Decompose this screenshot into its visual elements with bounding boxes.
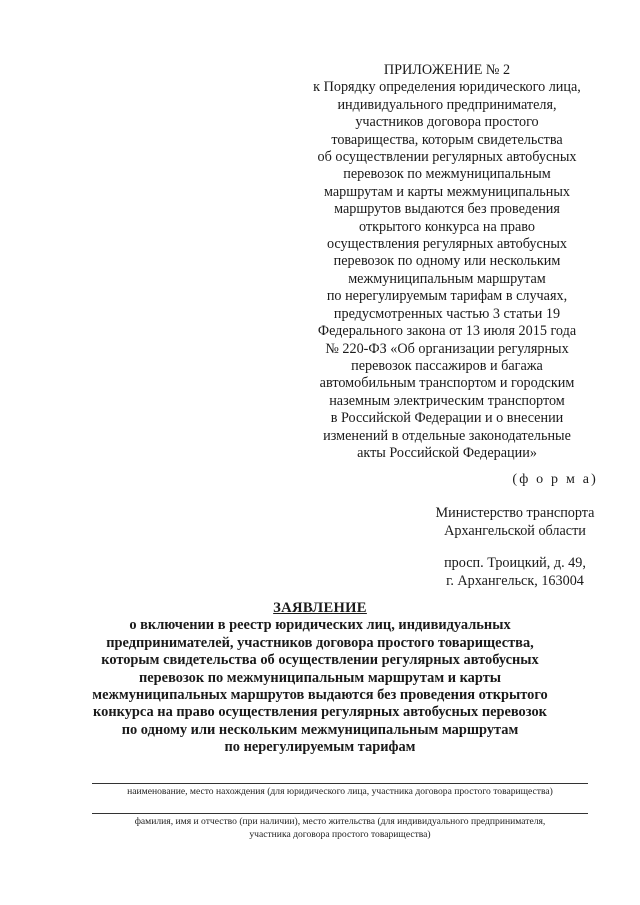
annex-line: перевозок пассажиров и багажа xyxy=(351,357,543,374)
statement-subtitle-line: конкурса на право осуществления регулярных автобусных перевозок xyxy=(93,704,547,721)
annex-line: № 220-ФЗ «Об организации регулярных xyxy=(325,340,569,357)
annex-line: изменений в отдельные законодательные xyxy=(323,427,571,444)
statement-subtitle-line: по нерегулируемым тарифам xyxy=(224,739,416,756)
annex-line: в Российской Федерации и о внесении xyxy=(330,410,564,427)
annex-line: индивидуального предпринимателя, xyxy=(337,96,557,113)
entrepreneur-name-fill-line[interactable] xyxy=(92,813,588,814)
annex-line: Федерального закона от 13 июля 2015 года xyxy=(317,323,577,340)
annex-title: ПРИЛОЖЕНИЕ № 2 xyxy=(383,62,511,78)
spacer xyxy=(400,540,630,554)
addressee-address-line: просп. Троицкий, д. 49, xyxy=(444,555,586,571)
statement-subtitle-line: по одному или нескольким межмуниципальным маршрутам xyxy=(121,721,519,738)
annex-line: участников договора простого xyxy=(355,114,539,131)
annex-line: к Порядку определения юридического лица, xyxy=(313,79,581,96)
annex-line: предусмотренных частью 3 статьи 19 xyxy=(333,305,561,322)
statement-subtitle-line: предпринимателей, участников договора простого товарищества, xyxy=(106,634,534,651)
applicant-name-caption xyxy=(92,786,588,799)
statement-title: ЗАЯВЛЕНИЕ xyxy=(273,600,367,616)
caption-line: участника договора простого товарищества) xyxy=(249,828,431,840)
addressee-org-line: Министерство транспорта xyxy=(435,505,595,521)
annex-line: маршрутов выдаются без проведения xyxy=(334,201,560,218)
statement-subtitle-line: которым свидетельства об осуществлении регулярных автобусных xyxy=(101,652,539,669)
statement-subtitle-line: межмуниципальных маршрутов выдаются без проведения открытого xyxy=(92,687,548,704)
addressee-org-line: Архангельской области xyxy=(444,523,586,539)
annex-line: наземным электрическим транспортом xyxy=(329,392,565,409)
annex-line: акты Российской Федерации» xyxy=(357,444,537,461)
annex-line: перевозок по межмуниципальным xyxy=(343,166,551,183)
addressee-block xyxy=(400,504,630,590)
annex-line: об осуществлении регулярных автобусных xyxy=(317,149,577,166)
entrepreneur-name-caption xyxy=(92,816,588,841)
annex-line: по нерегулируемым тарифам в случаях, xyxy=(326,288,568,305)
annex-line: автомобильным транспортом и городским xyxy=(319,375,575,392)
statement-subtitle-line: перевозок по межмуниципальным маршрутам и карты xyxy=(139,669,501,686)
annex-header xyxy=(292,62,602,462)
applicant-name-fill-line[interactable] xyxy=(92,783,588,784)
annex-line: перевозок по одному или нескольким xyxy=(333,253,561,270)
statement-heading xyxy=(60,600,580,757)
annex-line: маршрутам и карты межмуниципальных xyxy=(324,183,570,200)
annex-line: открытого конкурса на право xyxy=(358,218,535,235)
annex-line: межмуниципальным маршрутам xyxy=(348,270,546,287)
annex-line: товарищества, которым свидетельства xyxy=(331,131,563,148)
statement-subtitle-line: о включении в реестр юридических лиц, индивидуальных xyxy=(129,617,511,634)
addressee-address-line: г. Архангельск, 163004 xyxy=(446,573,584,589)
annex-line: осуществления регулярных автобусных xyxy=(326,236,568,253)
caption-line: наименование, место нахождения (для юридического лица, участника договора простого товарищества) xyxy=(127,786,553,797)
form-label: (ф о р м а) xyxy=(512,472,598,487)
caption-line: фамилия, имя и отчество (при наличии), место жительства (для индивидуального предпринимателя, xyxy=(134,816,546,827)
